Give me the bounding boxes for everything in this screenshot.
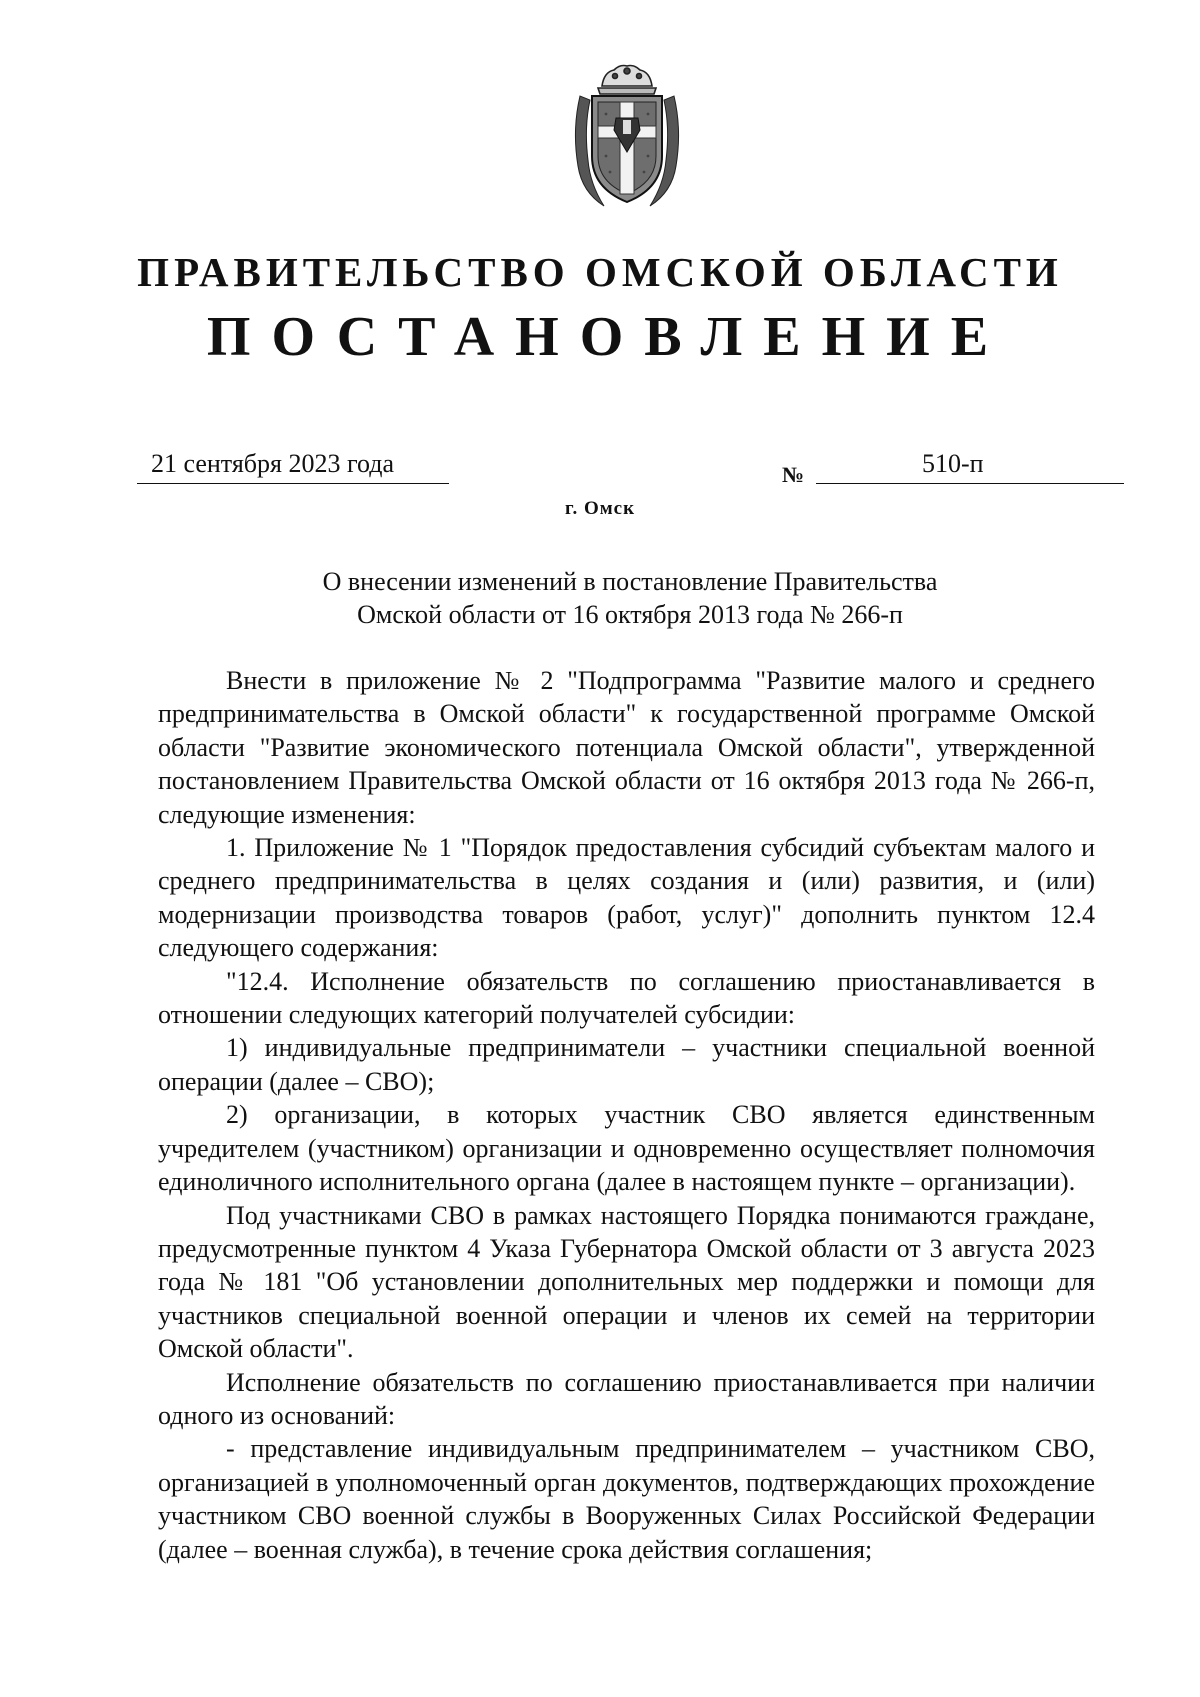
document-number: 510-п: [816, 447, 1124, 484]
body-paragraph: - представление индивидуальным предпринимателем – участником СВО, организацией в уполномоченный орган документов, подтверждающих прохождение участником СВО военной службы в Вооруженных Силах Российской Федерации (далее – военная служба), в течение срока действия соглашения;: [158, 1434, 1095, 1564]
body-paragraph: "12.4. Исполнение обязательств по соглашению приостанавливается в отношении следующих категорий получателей субсидии:: [158, 966, 1095, 1030]
body-paragraph: 1) индивидуальные предприниматели – участники специальной военной операции (далее – СВО);: [158, 1033, 1095, 1096]
subject-line: О внесении изменений в постановление Правительства: [322, 567, 938, 596]
document-type-title: ПОСТАНОВЛЕНИЕ: [206, 306, 1010, 368]
document-subject: [0, 565, 1200, 631]
document-date: 21 сентября 2023 года: [137, 447, 449, 484]
body-paragraph: Исполнение обязательств по соглашению приостанавливается при наличии одного из оснований:: [158, 1367, 1095, 1430]
body-paragraph: Под участниками СВО в рамках настоящего Порядка понимаются граждане, предусмотренные пунктом 4 Указа Губернатора Омской области от 3 августа 2023 года № 181 "Об установлении дополнительных мер поддержки и помощи для участников специальной военной операции и членов их семей на территории Омской области".: [158, 1200, 1095, 1364]
number-sign-label: №: [782, 462, 805, 487]
subject-line: Омской области от 16 октября 2013 года № 266-п: [357, 600, 903, 629]
body-paragraph: 1. Приложение № 1 "Порядок предоставления субсидий субъектам малого и среднего предпринимательства в целях создания и (или) развития, и (или) модернизации производства товаров (работ, услуг)" дополнить пунктом 12.4 следующего содержания:: [158, 833, 1095, 963]
city-label: г. Омск: [564, 498, 636, 519]
omsk-region-coat-of-arms-icon: [568, 60, 686, 210]
body-paragraph: Внести в приложение № 2 "Подпрограмма "Развитие малого и среднего предпринимательства в Омской области" к государственной программе Омской области "Развитие экономического потенциала Омской области", утвержденной постановлением Правительства Омской области от 16 октября 2013 года № 266-п, следующие изменения:: [158, 666, 1095, 829]
body-paragraph: 2) организации, в которых участник СВО является единственным учредителем (участником) организации и одновременно осуществляет полномочия единоличного исполнительного органа (далее в настоящем пункте – организации).: [158, 1100, 1095, 1197]
document-body: [158, 664, 1095, 1566]
organization-title: ПРАВИТЕЛЬСТВО ОМСКОЙ ОБЛАСТИ: [137, 249, 1063, 295]
